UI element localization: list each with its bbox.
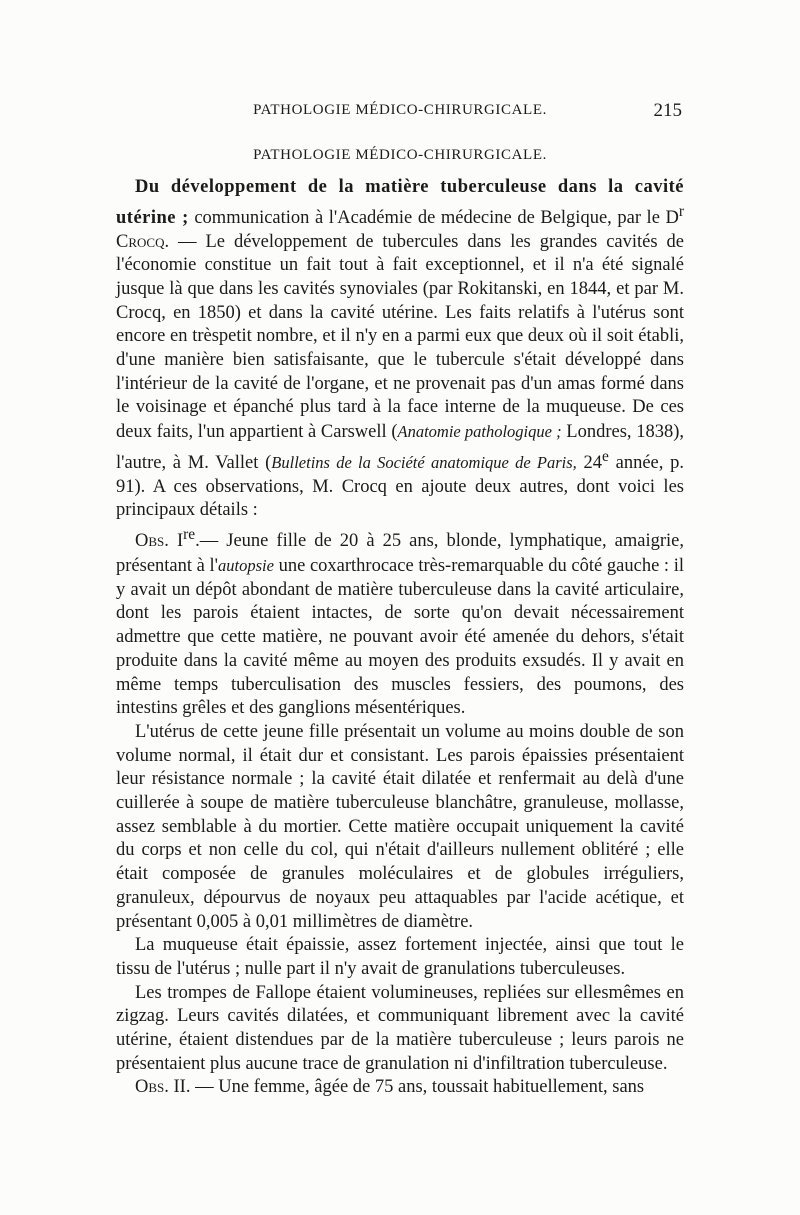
reference-title: Bulletins de la Société anatomique de Paris, [271,453,577,473]
observation-label: Obs [135,1077,165,1098]
section-title: PATHOLOGIE MÉDICO-CHIRURGICALE. [253,147,547,163]
body-text [116,176,684,1100]
paragraph: Les trompes de Fallope étaient volumineuses, repliées sur ellesmêmes en zigzag. Leurs cavités dilatées, et communiquant librement avec la cavité utérine, étaient distendues par de la matière tuberculeuse ; leurs parois ne présentaient plus aucune trace de granulation ni d'infiltration tuberculeuse. [116,982,684,1074]
page-number: 215 [653,100,682,121]
running-head [0,100,800,124]
observation-2: Obs. II. — Une femme, âgée de 75 ans, toussait habituellement, sans [135,1077,645,1098]
article-title: Du développement de la matière tuberculeuse dans la cavité utérine ; [116,177,684,228]
reference-title: Anatomie pathologique ; [397,422,562,442]
running-title: PATHOLOGIE MÉDICO-CHIRURGICALE. [253,102,547,118]
intro-paragraph: Du développement de la matière tuberculeuse dans la cavité utérine ; communication à l'Académie de médecine de Belgique, par le $D^r$ Crocq. — Le développement de tubercules dans les grandes cavités de l'économie constitue un fait tout à fait exceptionnel, et il n'a été signalé jusque là que dans les cavités synoviales (par Rokitanski, en 1844, et par M. Crocq, en 1850) et dans la cavité utérine. Les faits relatifs à l'utérus sont encore en trèspetit nombre, et il n'y en a parmi eux que deux où il soit établi, d'une manière bien satisfaisante, que le tubercule s'était développé dans l'intérieur de la cavité de l'organe, et ne provenait pas d'un amas formé dans le voisinage et épanché plus tard à la face interne de la muqueuse. De ces deux faits, l'un appartient à Carswell (Anatomie pathologique ; Londres, 1838), l'autre, à M. Vallet (Bulletins de la Société anatomique de Paris, 24e année, p. 91). A ces observations, M. Crocq en ajoute deux autres, dont voici les principaux détails : [116,177,685,521]
observation-label: Obs [135,531,165,552]
author-name: Crocq [116,231,165,252]
paragraph: La muqueuse était épaissie, assez fortement injectée, ainsi que tout le tissu de l'utérus ; nulle part il n'y avait de granulations tuberculeuses. [116,935,684,979]
observation-1: Obs. Ire.— Jeune fille de 20 à 25 ans, blonde, lymphatique, amaigrie, présentant à l'autopsie une coxarthrocace très-remarquable du côté gauche : il y avait un dépôt abondant de matière tuberculeuse dans la cavité articulaire, dont les parois étaient intactes, de sorte qu'on devait nécessairement admettre que cette matière, ne pouvant avoir été amenée du dehors, s'était produite dans la cavité même au moyen des produits exsudés. Il y avait en même temps tuberculisation des muscles fessiers, des poumons, des intestins grêles et des ganglions mésentériques. [116,526,684,719]
paragraph: L'utérus de cette jeune fille présentait un volume au moins double de son volume normal, il était dur et consistant. Les parois épaissies présentaient leur résistance normale ; la cavité était dilatée et renfermait au delà d'une cuillerée à soupe de matière tuberculeuse blanchâtre, granuleuse, mollasse, assez semblable à du mortier. Cette matière occupait uniquement la cavité du corps et non celle du col, qui n'était d'ailleurs nullement oblitéré ; elle était composée de granules moléculaires et de globules irréguliers, granuleux, dépourvus de noyaux peu attaquables par l'acide acétique, et présentant 0,005 à 0,01 millimètres de diamètre. [116,721,684,932]
